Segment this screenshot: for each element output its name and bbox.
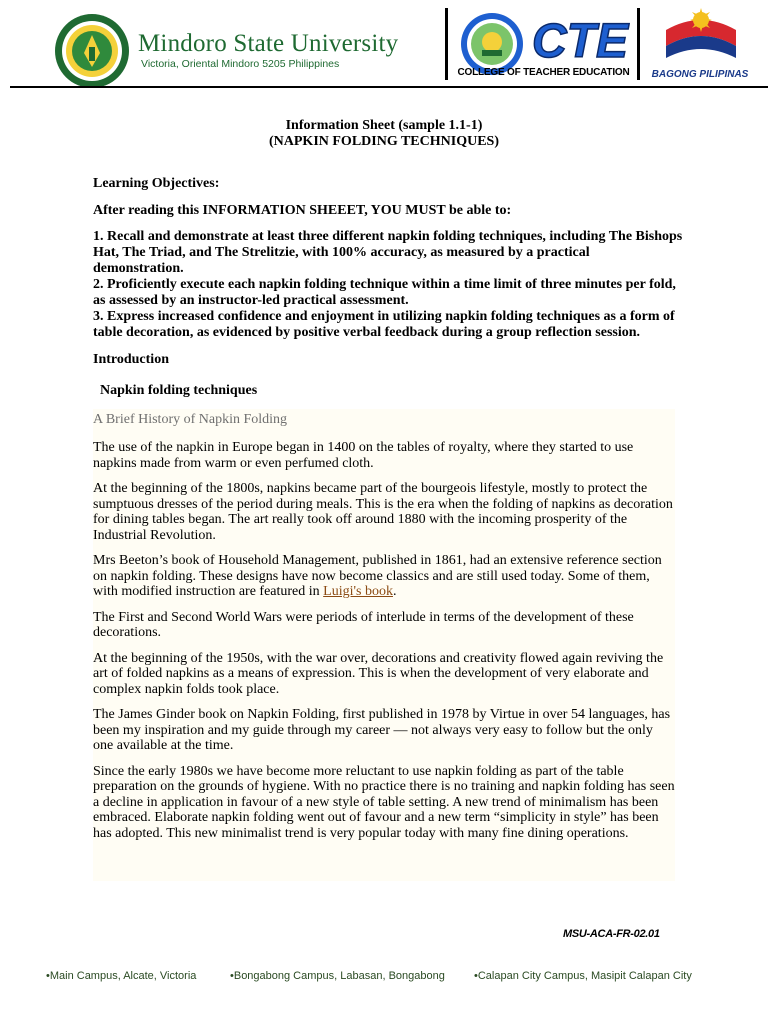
university-seal-icon	[54, 13, 130, 89]
objectives-list	[93, 229, 683, 341]
article-paragraph: The James Ginder book on Napkin Folding, first published in 1978 by Virtue in over 54 languages, has been my inspiration and my guide through my career — not always very easy to follow but the only one available at the time.	[93, 707, 671, 753]
campus-calapan: •Calapan City Campus, Masipit Calapan City	[474, 970, 692, 982]
bagong-pilipinas-logo-icon	[660, 6, 742, 68]
document-title	[0, 118, 768, 150]
bagong-pilipinas-label: BAGONG PILIPINAS	[651, 69, 749, 80]
objective-item: 1. Recall and demonstrate at least three different napkin folding techniques, including The Bishops Hat, The Triad, and The Strelitzie, with 100% accuracy, as measured by a practical demonstration.	[93, 229, 683, 276]
luigis-book-link[interactable]: Luigi's book	[323, 584, 393, 599]
objective-item: 2. Proficiently execute each napkin folding technique within a time limit of three minutes per fold, as assessed by an instructor-led practical assessment.	[93, 277, 676, 308]
document-header	[0, 0, 768, 88]
document-title-line2: (NAPKIN FOLDING TECHNIQUES)	[269, 134, 499, 149]
college-label: COLLEGE OF TEACHER EDUCATION	[457, 67, 630, 78]
article-paragraph: The First and Second World Wars were periods of interlude in terms of the development of these decorations.	[93, 609, 634, 640]
introduction-subheading: Napkin folding techniques	[100, 383, 258, 398]
article-paragraph: At the beginning of the 1800s, napkins became part of the bourgeois lifestyle, mostly to protect the sumptuous dresses of the period during meals. This is the era when the folding of napkins as decoration for dining tables began. The art really took off around 1880 with the incoming prosperity of the Industrial Revolution.	[93, 481, 673, 543]
cte-logo-icon	[530, 13, 630, 63]
article-paragraph: The use of the napkin in Europe began in 1400 on the tables of royalty, where they started to use napkins made from warm or even perfumed cloth.	[93, 440, 634, 471]
university-address: Victoria, Oriental Mindoro 5205 Philippines	[141, 58, 340, 70]
campus-bongabong: •Bongabong Campus, Labasan, Bongabong	[230, 970, 445, 982]
header-divider	[445, 8, 448, 80]
napkin-history-article	[93, 409, 675, 881]
article-paragraph: Since the early 1980s we have become more reluctant to use napkin folding as part of the table preparation on the grounds of hygiene. With no practice there is no training and napkin folding has seen a decline in application in favour of a new style of table setting. A new trend of minimalism has been embraced. Elaborate napkin folding went out of favour and a new term “simplicity in style” has been has adopted. This new minimalist trend is very popular today with many fine dining operations.	[93, 763, 675, 841]
article-paragraph	[93, 553, 675, 600]
article-title: A Brief History of Napkin Folding	[93, 412, 288, 427]
campus-main: •Main Campus, Alcate, Victoria	[46, 970, 197, 982]
introduction-heading: Introduction	[93, 352, 169, 367]
learning-objectives-heading: Learning Objectives:	[93, 176, 220, 191]
objectives-intro: After reading this INFORMATION SHEEET, YOU MUST be able to:	[93, 203, 512, 218]
university-name: Mindoro State University	[138, 30, 399, 57]
objective-item: 3. Express increased confidence and enjoyment in utilizing napkin folding techniques as a form of table decoration, as evidenced by positive verbal feedback during a group reflection session.	[93, 309, 675, 340]
header-divider	[637, 8, 640, 80]
article-paragraph-end: .	[392, 584, 397, 599]
header-rule	[10, 86, 768, 88]
article-paragraph-text: Mrs Beeton’s book of Household Management, published in 1861, had an extensive reference section on napkin folding. These designs have now become classics and are still used today. Some of them, with modified instruction are featured in	[93, 553, 662, 599]
form-code: MSU-ACA-FR-02.01	[563, 928, 660, 940]
article-paragraph: At the beginning of the 1950s, with the war over, decorations and creativity flowed again reviving the art of folded napkins as a means of expression. This is when the development of very elaborate and complex napkin folds took place.	[93, 650, 664, 697]
document-title-line1: Information Sheet (sample 1.1-1)	[285, 118, 483, 133]
cte-badge-text: CTE	[532, 15, 628, 63]
